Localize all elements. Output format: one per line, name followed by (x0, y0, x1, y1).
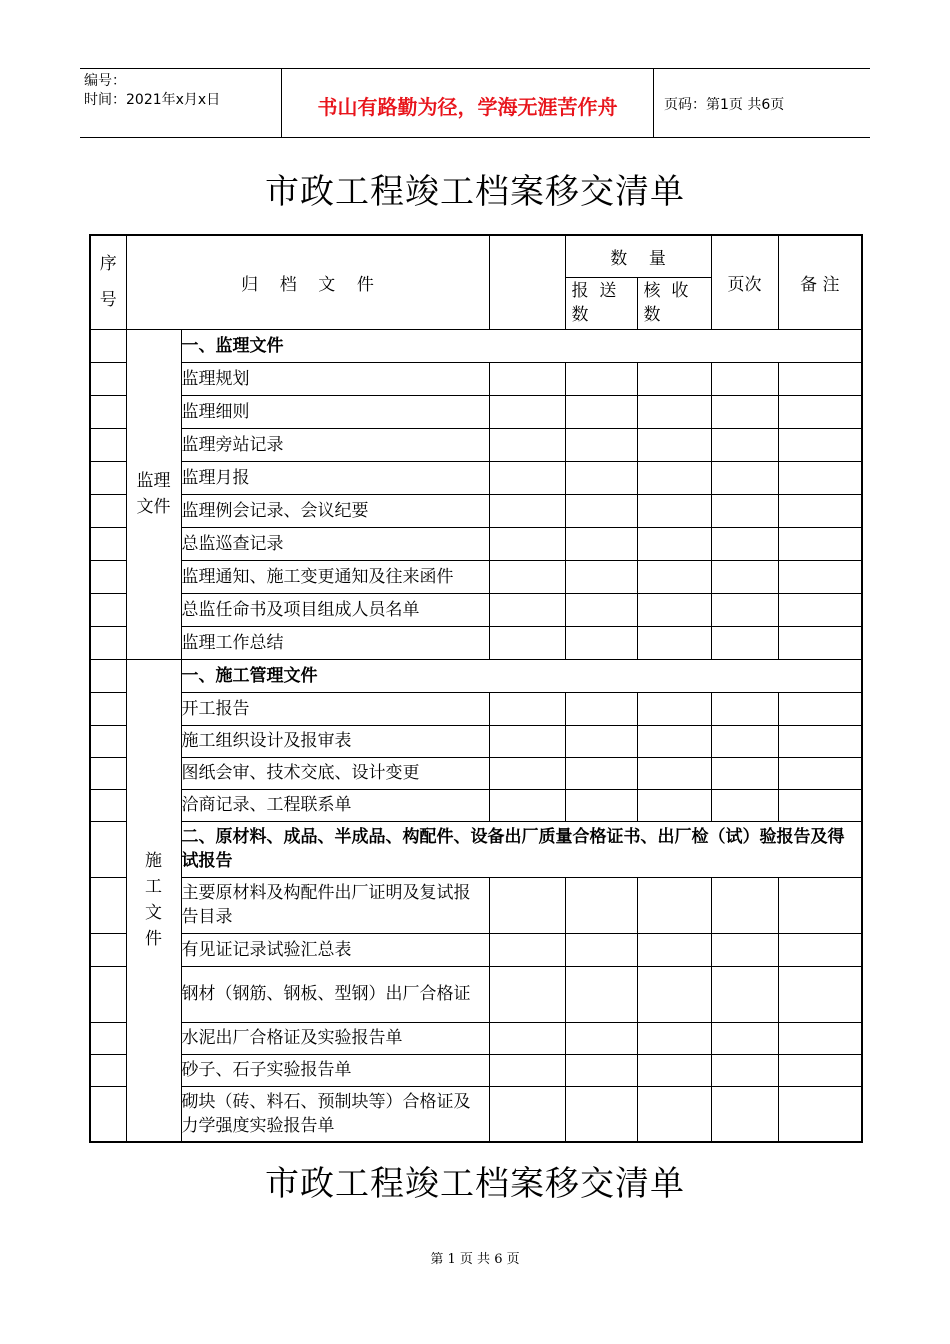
table-row (90, 428, 862, 461)
checked-cell (637, 725, 711, 757)
blank-header (489, 235, 565, 329)
checked-cell (637, 395, 711, 428)
blank-cell (489, 527, 565, 560)
checked-cell (637, 593, 711, 626)
seq-cell (90, 362, 126, 395)
seq-cell (90, 966, 126, 1022)
seq-cell (90, 1022, 126, 1054)
page-footer: 第 1 页 共 6 页 (430, 1252, 520, 1267)
seq-cell (90, 329, 126, 362)
page-title: 市政工程竣工档案移交清单 (265, 172, 685, 212)
table-row (90, 1022, 862, 1054)
remarks-cell (778, 725, 862, 757)
seq-header: 序 号 (90, 235, 126, 329)
date-label: 时间：2021年x月x日 (84, 92, 221, 108)
section-row (90, 659, 862, 692)
submitted-cell (565, 692, 637, 725)
submitted-cell (565, 626, 637, 659)
header-divider (653, 69, 654, 137)
document-name: 钢材（钢筋、钢板、型钢）出厂合格证 (181, 966, 489, 1022)
submitted-cell (565, 757, 637, 789)
seq-cell (90, 877, 126, 933)
seq-cell (90, 725, 126, 757)
remarks-cell (778, 626, 862, 659)
group-label-line: 文 (145, 903, 162, 924)
seq-cell (90, 757, 126, 789)
section-row (90, 329, 862, 362)
header-meta (84, 72, 220, 110)
checked-cell (637, 1086, 711, 1142)
submitted-cell (565, 966, 637, 1022)
submitted-cell (565, 877, 637, 933)
table-row (90, 395, 862, 428)
seq-cell (90, 789, 126, 821)
section-heading: 一、施工管理文件 (181, 659, 862, 692)
document-name: 砂子、石子实验报告单 (181, 1054, 489, 1086)
blank-cell (489, 626, 565, 659)
archive-table (89, 234, 863, 1143)
checked-cell (637, 692, 711, 725)
document-header (80, 68, 870, 138)
checked-header: 核 收 数 (637, 277, 711, 329)
table-row (90, 593, 862, 626)
page-title-repeat: 市政工程竣工档案移交清单 (265, 1164, 685, 1204)
blank-cell (489, 1086, 565, 1142)
table-row (90, 1054, 862, 1086)
remarks-cell (778, 933, 862, 966)
table-row (90, 757, 862, 789)
document-name: 监理工作总结 (181, 626, 489, 659)
blank-cell (489, 1054, 565, 1086)
group-label-line: 施 (145, 851, 162, 872)
blank-cell (489, 933, 565, 966)
table-row (90, 527, 862, 560)
table-row (90, 966, 862, 1022)
group-label (126, 329, 181, 659)
blank-cell (489, 461, 565, 494)
quantity-header: 数 量 (565, 235, 711, 277)
document-name: 开工报告 (181, 692, 489, 725)
checked-cell (637, 428, 711, 461)
remarks-cell (778, 560, 862, 593)
blank-cell (489, 395, 565, 428)
pages-cell (711, 494, 778, 527)
document-name: 监理细则 (181, 395, 489, 428)
remarks-cell (778, 757, 862, 789)
pages-header: 页次 (711, 235, 778, 329)
pages-cell (711, 692, 778, 725)
blank-cell (489, 789, 565, 821)
submitted-cell (565, 1086, 637, 1142)
submitted-header: 报 送 数 (565, 277, 637, 329)
blank-cell (489, 494, 565, 527)
document-name: 有见证记录试验汇总表 (181, 933, 489, 966)
code-label: 编号： (84, 73, 126, 89)
blank-cell (489, 966, 565, 1022)
blank-cell (489, 1022, 565, 1054)
table-row (90, 725, 862, 757)
pages-cell (711, 428, 778, 461)
remarks-cell (778, 789, 862, 821)
checked-cell (637, 966, 711, 1022)
table-row (90, 1086, 862, 1142)
checked-cell (637, 527, 711, 560)
checked-cell (637, 757, 711, 789)
document-name: 监理例会记录、会议纪要 (181, 494, 489, 527)
group-label-line: 件 (145, 929, 162, 950)
checked-cell (637, 1022, 711, 1054)
blank-cell (489, 593, 565, 626)
seq-cell (90, 659, 126, 692)
seq-cell (90, 692, 126, 725)
seq-cell (90, 461, 126, 494)
blank-cell (489, 362, 565, 395)
remarks-cell (778, 877, 862, 933)
document-name: 洽商记录、工程联系单 (181, 789, 489, 821)
document-name: 砌块（砖、料石、预制块等）合格证及力学强度实验报告单 (181, 1086, 489, 1142)
section-heading: 一、监理文件 (181, 329, 862, 362)
document-name: 图纸会审、技术交底、设计变更 (181, 757, 489, 789)
pages-cell (711, 395, 778, 428)
pages-cell (711, 1022, 778, 1054)
checked-cell (637, 877, 711, 933)
seq-cell (90, 1054, 126, 1086)
checked-cell (637, 933, 711, 966)
checked-cell (637, 560, 711, 593)
table-row (90, 877, 862, 933)
seq-cell (90, 933, 126, 966)
seq-cell (90, 527, 126, 560)
remarks-header: 备 注 (778, 235, 862, 329)
supervision-group (90, 329, 862, 659)
submitted-cell (565, 1054, 637, 1086)
page-indicator: 页码：第1页 共6页 (664, 97, 785, 113)
submitted-cell (565, 428, 637, 461)
pages-cell (711, 757, 778, 789)
seq-cell (90, 593, 126, 626)
group-label-line: 工 (145, 877, 162, 898)
seq-cell (90, 395, 126, 428)
table-row (90, 494, 862, 527)
section-row (90, 821, 862, 877)
seq-cell (90, 494, 126, 527)
submitted-cell (565, 560, 637, 593)
blank-cell (489, 692, 565, 725)
submitted-cell (565, 461, 637, 494)
checked-cell (637, 494, 711, 527)
pages-cell (711, 966, 778, 1022)
checked-cell (637, 626, 711, 659)
table-row (90, 461, 862, 494)
submitted-cell (565, 527, 637, 560)
construction-group (90, 659, 862, 1142)
pages-cell (711, 527, 778, 560)
blank-cell (489, 560, 565, 593)
table-row (90, 789, 862, 821)
group-label-line: 文件 (136, 497, 171, 517)
pages-cell (711, 593, 778, 626)
section-heading: 二、原材料、成品、半成品、构配件、设备出厂质量合格证书、出厂检（试）验报告及得试报告 (181, 821, 862, 877)
seq-cell (90, 560, 126, 593)
table-row (90, 362, 862, 395)
remarks-cell (778, 494, 862, 527)
table-row (90, 626, 862, 659)
pages-cell (711, 461, 778, 494)
submitted-cell (565, 725, 637, 757)
group-label (126, 659, 181, 1142)
remarks-cell (778, 527, 862, 560)
submitted-cell (565, 789, 637, 821)
document-name: 施工组织设计及报审表 (181, 725, 489, 757)
seq-cell (90, 626, 126, 659)
checked-cell (637, 362, 711, 395)
header-motto: 书山有路勤为径，学海无涯苦作舟 (317, 95, 618, 119)
blank-cell (489, 428, 565, 461)
checked-cell (637, 789, 711, 821)
document-name: 监理旁站记录 (181, 428, 489, 461)
seq-cell (90, 1086, 126, 1142)
pages-cell (711, 626, 778, 659)
remarks-cell (778, 428, 862, 461)
checked-cell (637, 461, 711, 494)
remarks-cell (778, 966, 862, 1022)
remarks-cell (778, 362, 862, 395)
table-row (90, 560, 862, 593)
table-row (90, 933, 862, 966)
submitted-cell (565, 593, 637, 626)
pages-cell (711, 1086, 778, 1142)
pages-cell (711, 933, 778, 966)
document-name: 总监任命书及项目组成人员名单 (181, 593, 489, 626)
remarks-cell (778, 1022, 862, 1054)
remarks-cell (778, 461, 862, 494)
document-name: 监理月报 (181, 461, 489, 494)
submitted-cell (565, 362, 637, 395)
document-name: 水泥出厂合格证及实验报告单 (181, 1022, 489, 1054)
remarks-cell (778, 395, 862, 428)
pages-cell (711, 789, 778, 821)
pages-cell (711, 362, 778, 395)
blank-cell (489, 757, 565, 789)
submitted-cell (565, 395, 637, 428)
seq-cell (90, 428, 126, 461)
submitted-cell (565, 494, 637, 527)
blank-cell (489, 877, 565, 933)
document-name: 监理规划 (181, 362, 489, 395)
submitted-cell (565, 1022, 637, 1054)
blank-cell (489, 725, 565, 757)
remarks-cell (778, 692, 862, 725)
document-name: 主要原材料及构配件出厂证明及复试报告目录 (181, 877, 489, 933)
seq-cell (90, 821, 126, 877)
pages-cell (711, 725, 778, 757)
group-label-line: 监理 (136, 471, 171, 491)
pages-cell (711, 560, 778, 593)
document-name: 总监巡查记录 (181, 527, 489, 560)
table-row (90, 692, 862, 725)
remarks-cell (778, 1054, 862, 1086)
table-header-row (90, 235, 862, 277)
docs-header: 归 档 文 件 (126, 235, 489, 329)
document-name: 监理通知、施工变更通知及往来函件 (181, 560, 489, 593)
remarks-cell (778, 1086, 862, 1142)
pages-cell (711, 877, 778, 933)
checked-cell (637, 1054, 711, 1086)
submitted-cell (565, 933, 637, 966)
remarks-cell (778, 593, 862, 626)
pages-cell (711, 1054, 778, 1086)
